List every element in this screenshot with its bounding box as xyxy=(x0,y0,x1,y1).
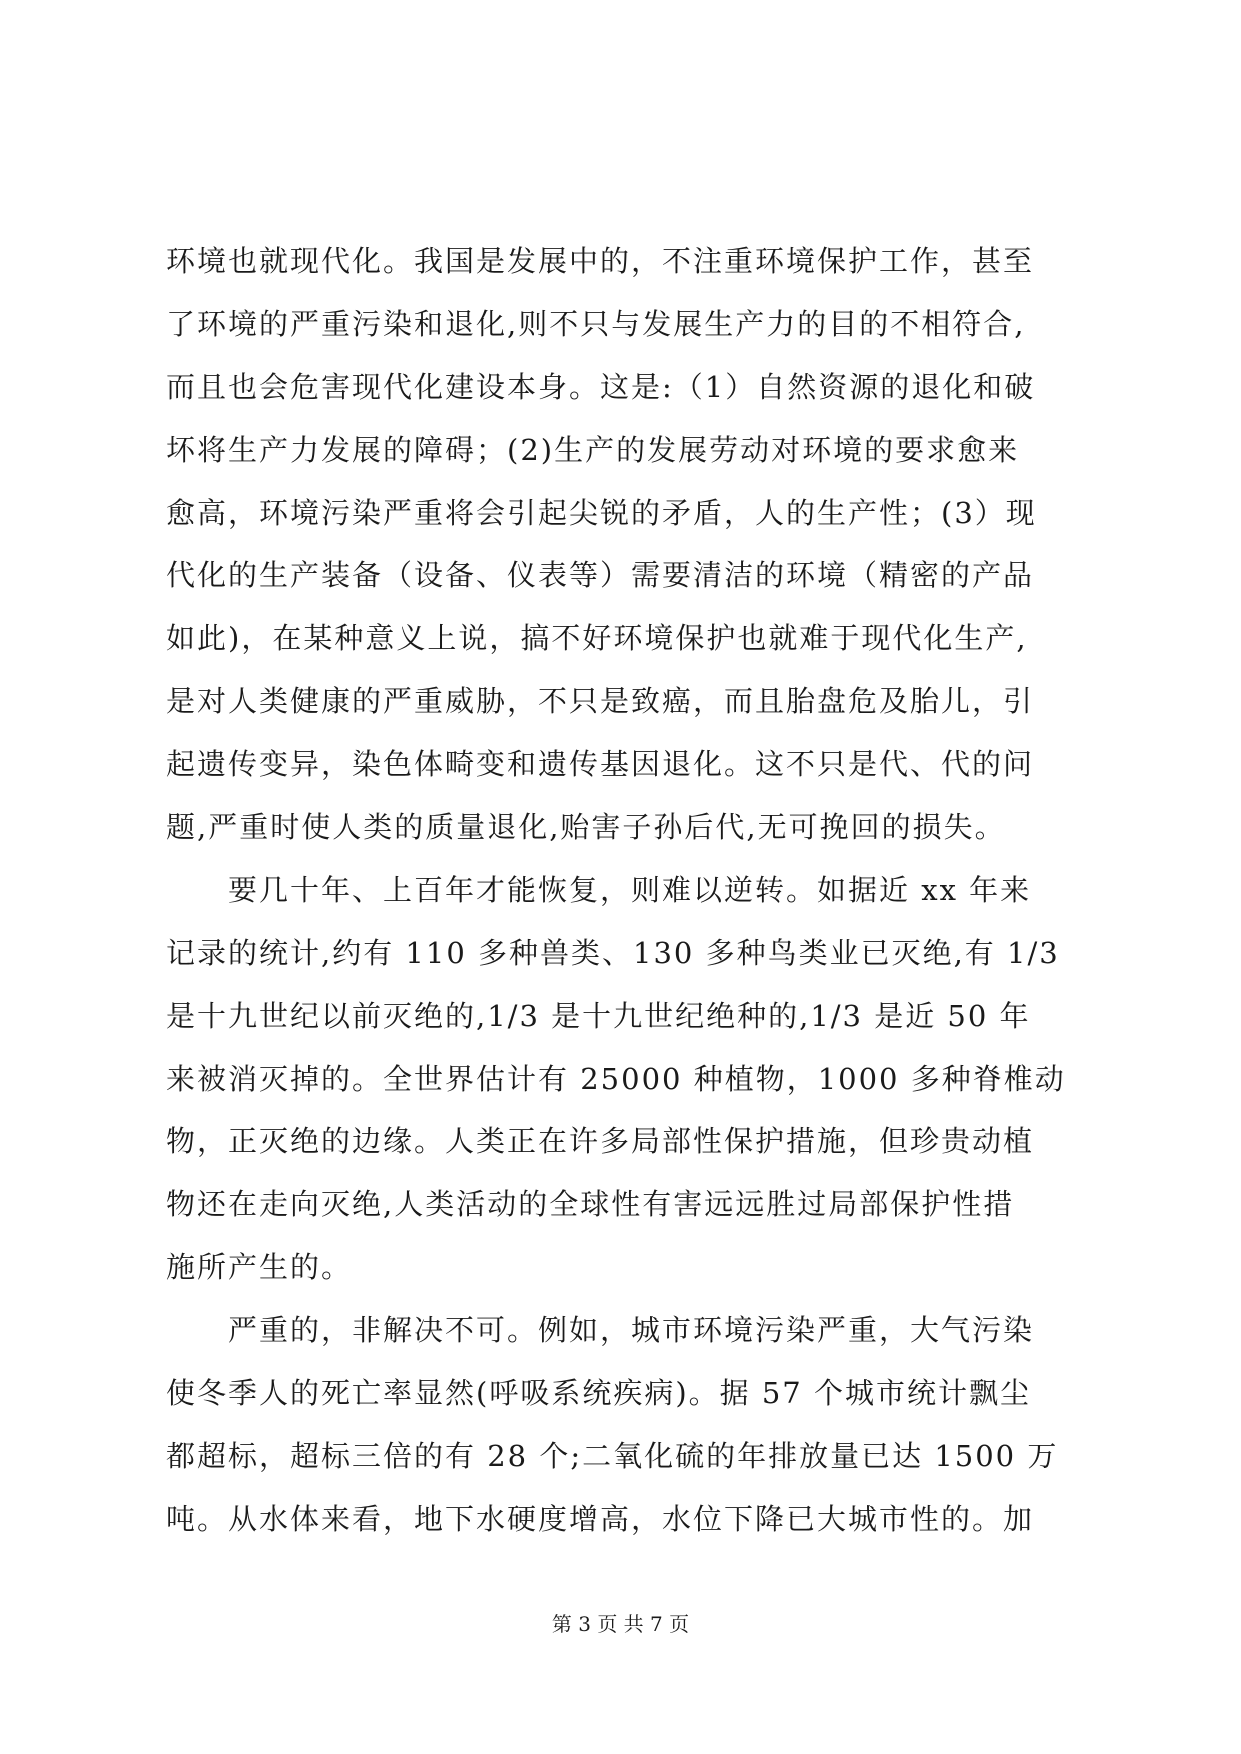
text-line: 了环境的严重污染和退化,则不只与发展生产力的目的不相符合, xyxy=(166,306,1026,341)
text-line: 愈高，环境污染严重将会引起尖锐的矛盾，人的生产性；(3）现 xyxy=(166,495,1037,530)
text-line: 是对人类健康的严重威胁，不只是致癌，而且胎盘危及胎儿，引 xyxy=(166,684,1035,719)
text-line: 吨。从水体来看，地下水硬度增高，水位下降已大城市性的。加 xyxy=(166,1501,1035,1536)
text-line: 记录的统计,约有 110 多种兽类、130 多种鸟类业已灭绝,有 1/3 xyxy=(166,935,1060,970)
text-line: 如此)，在某种意义上说，搞不好环境保护也就难于现代化生产, xyxy=(166,621,1028,656)
text-line: 物，正灭绝的边缘。人类正在许多局部性保护措施，但珍贵动植 xyxy=(166,1124,1035,1159)
text-line: 来被消灭掉的。全世界估计有 25000 种植物，1000 多种脊椎动 xyxy=(166,1061,1066,1096)
text-line: 使冬季人的死亡率显然(呼吸系统疾病)。据 57 个城市统计飘尘 xyxy=(166,1376,1031,1411)
body-text xyxy=(166,230,1096,1551)
text-line: 物还在走向灭绝,人类活动的全球性有害远远胜过局部保护性措 xyxy=(166,1187,1015,1222)
text-line: 起遗传变异，染色体畸变和遗传基因退化。这不只是代、代的问 xyxy=(166,747,1035,782)
text-line: 要几十年、上百年才能恢复，则难以逆转。如据近 xx 年来 xyxy=(166,872,1032,907)
text-line: 坏将生产力发展的障碍；(2)生产的发展劳动对环境的要求愈来 xyxy=(166,432,1020,467)
text-line: 严重的，非解决不可。例如，城市环境污染严重，大气污染 xyxy=(166,1313,1035,1348)
text-line: 是十九世纪以前灭绝的,1/3 是十九世纪绝种的,1/3 是近 50 年 xyxy=(166,998,1031,1033)
text-line: 都超标，超标三倍的有 28 个;二氧化硫的年排放量已达 1500 万 xyxy=(166,1438,1059,1473)
text-line: 而且也会危害现代化建设本身。这是:（1）自然资源的退化和破 xyxy=(166,369,1036,404)
text-line: 施所产生的。 xyxy=(166,1250,353,1285)
text-line: 环境也就现代化。我国是发展中的，不注重环境保护工作，甚至 xyxy=(166,244,1035,278)
text-line: 代化的生产装备（设备、仪表等）需要清洁的环境（精密的产品 xyxy=(166,558,1035,593)
text-line: 题,严重时使人类的质量退化,贻害子孙后代,无可挽回的损失。 xyxy=(166,810,1006,845)
page-number: 第 3 页 共 7 页 xyxy=(551,1612,690,1636)
